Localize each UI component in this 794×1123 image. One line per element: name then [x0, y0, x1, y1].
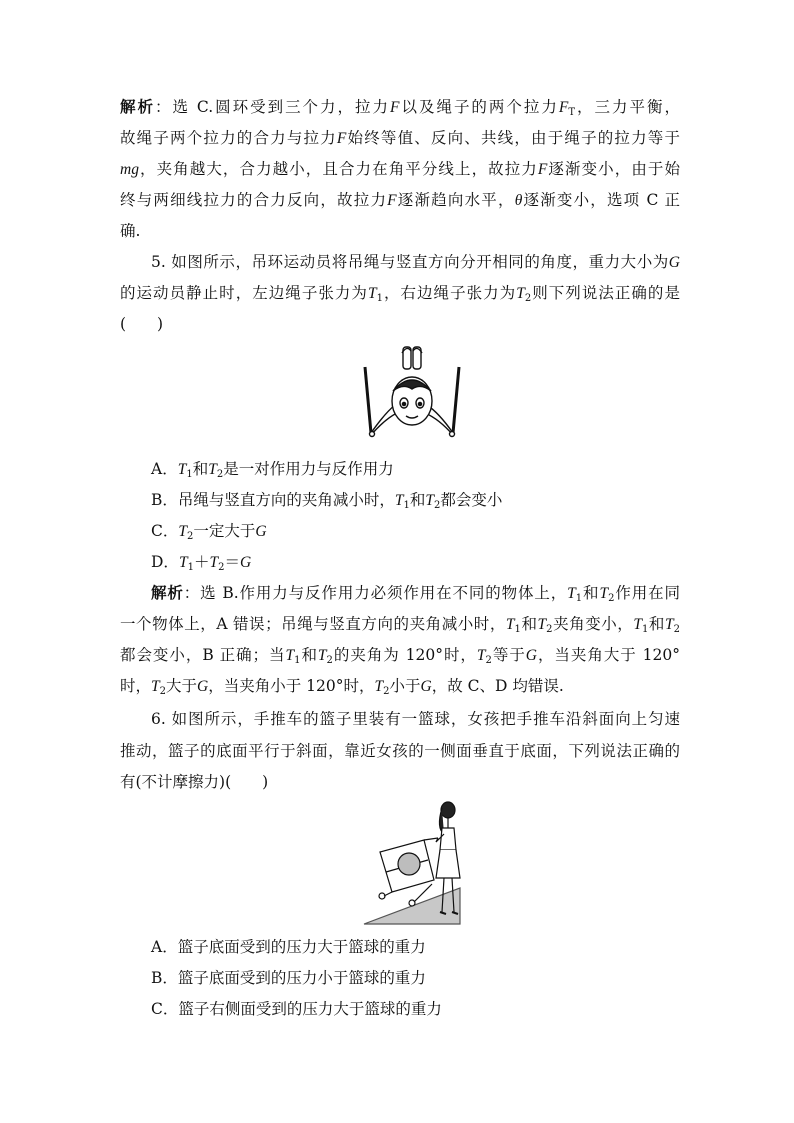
q6-option-c: C．篮子右侧面受到的压力大于篮球的重力	[151, 1000, 442, 1018]
q5-option-d: D．$T_1+T_2=G$	[151, 553, 252, 573]
q6-option-a: A．篮子底面受到的压力大于篮球的重力	[151, 938, 426, 956]
analysis4-line3: mg，夹角越大，合力越小，且合力在角平分线上，故拉力F逐渐变小，由于始	[120, 160, 680, 178]
q6-line3: 有(不计摩擦力)( )	[120, 773, 269, 791]
q6-option-b: B．篮子底面受到的压力小于篮球的重力	[151, 969, 426, 987]
q5-line2: 的运动员静止时，左边绳子张力为$T_1$，右边绳子张力为$T_2$则下列说法正确的是	[120, 284, 680, 304]
analysis4-line5: 确.	[120, 222, 141, 240]
cart-incline-figure	[362, 800, 474, 928]
analysis5-line4: 时，$T_2$大于G，当夹角小于 120°时，$T_2$小于G，故 C、D 均错误.	[120, 677, 564, 697]
q6-line2: 推动，篮子的底面平行于斜面，靠近女孩的一侧面垂直于底面，下列说法正确的	[120, 742, 680, 760]
analysis5-line2: 一个物体上，A 错误；吊绳与竖直方向的夹角减小时，$T_1$和$T_2$夹角变小，$T_1$和$T_2$	[120, 615, 680, 635]
q5-option-a: A．$T_1$和$T_2$是一对作用力与反作用力	[151, 460, 394, 480]
analysis4-line4: 终与两细线拉力的合力反向，故拉力F逐渐趋向水平，θ逐渐变小，选项 C 正	[120, 191, 680, 209]
gymnast-figure	[355, 343, 475, 443]
analysis-label: 解析	[120, 97, 155, 116]
analysis5-line1: 解析：选 B.作用力与反作用力必须作用在不同的物体上，$T_1$和$T_2$作用在同	[151, 583, 680, 604]
q5-line1: 5. 如图所示，吊环运动员将吊绳与竖直方向分开相同的角度，重力大小为G	[151, 253, 680, 271]
q5-line3: ( )	[120, 315, 164, 333]
q5-option-b: B．吊绳与竖直方向的夹角减小时，$T_1$和$T_2$都会变小	[151, 491, 503, 511]
analysis5-line3: 都会变小，B 正确；当$T_1$和$T_2$的夹角为 120°时，$T_2$等于G，当夹角大于 120°	[120, 646, 680, 666]
analysis4-line1: 解析：选 C.圆环受到三个力，拉力F以及绳子的两个拉力$F_T$，三力平衡，	[120, 97, 680, 118]
q6-line1: 6. 如图所示，手推车的篮子里装有一篮球，女孩把手推车沿斜面向上匀速	[151, 710, 680, 728]
q5-option-c: C．$T_2$一定大于G	[151, 522, 267, 542]
analysis4-line2: 故绳子两个拉力的合力与拉力F始终等值、反向、共线，由于绳子的拉力等于	[120, 129, 680, 147]
analysis-label: 解析	[151, 583, 184, 602]
